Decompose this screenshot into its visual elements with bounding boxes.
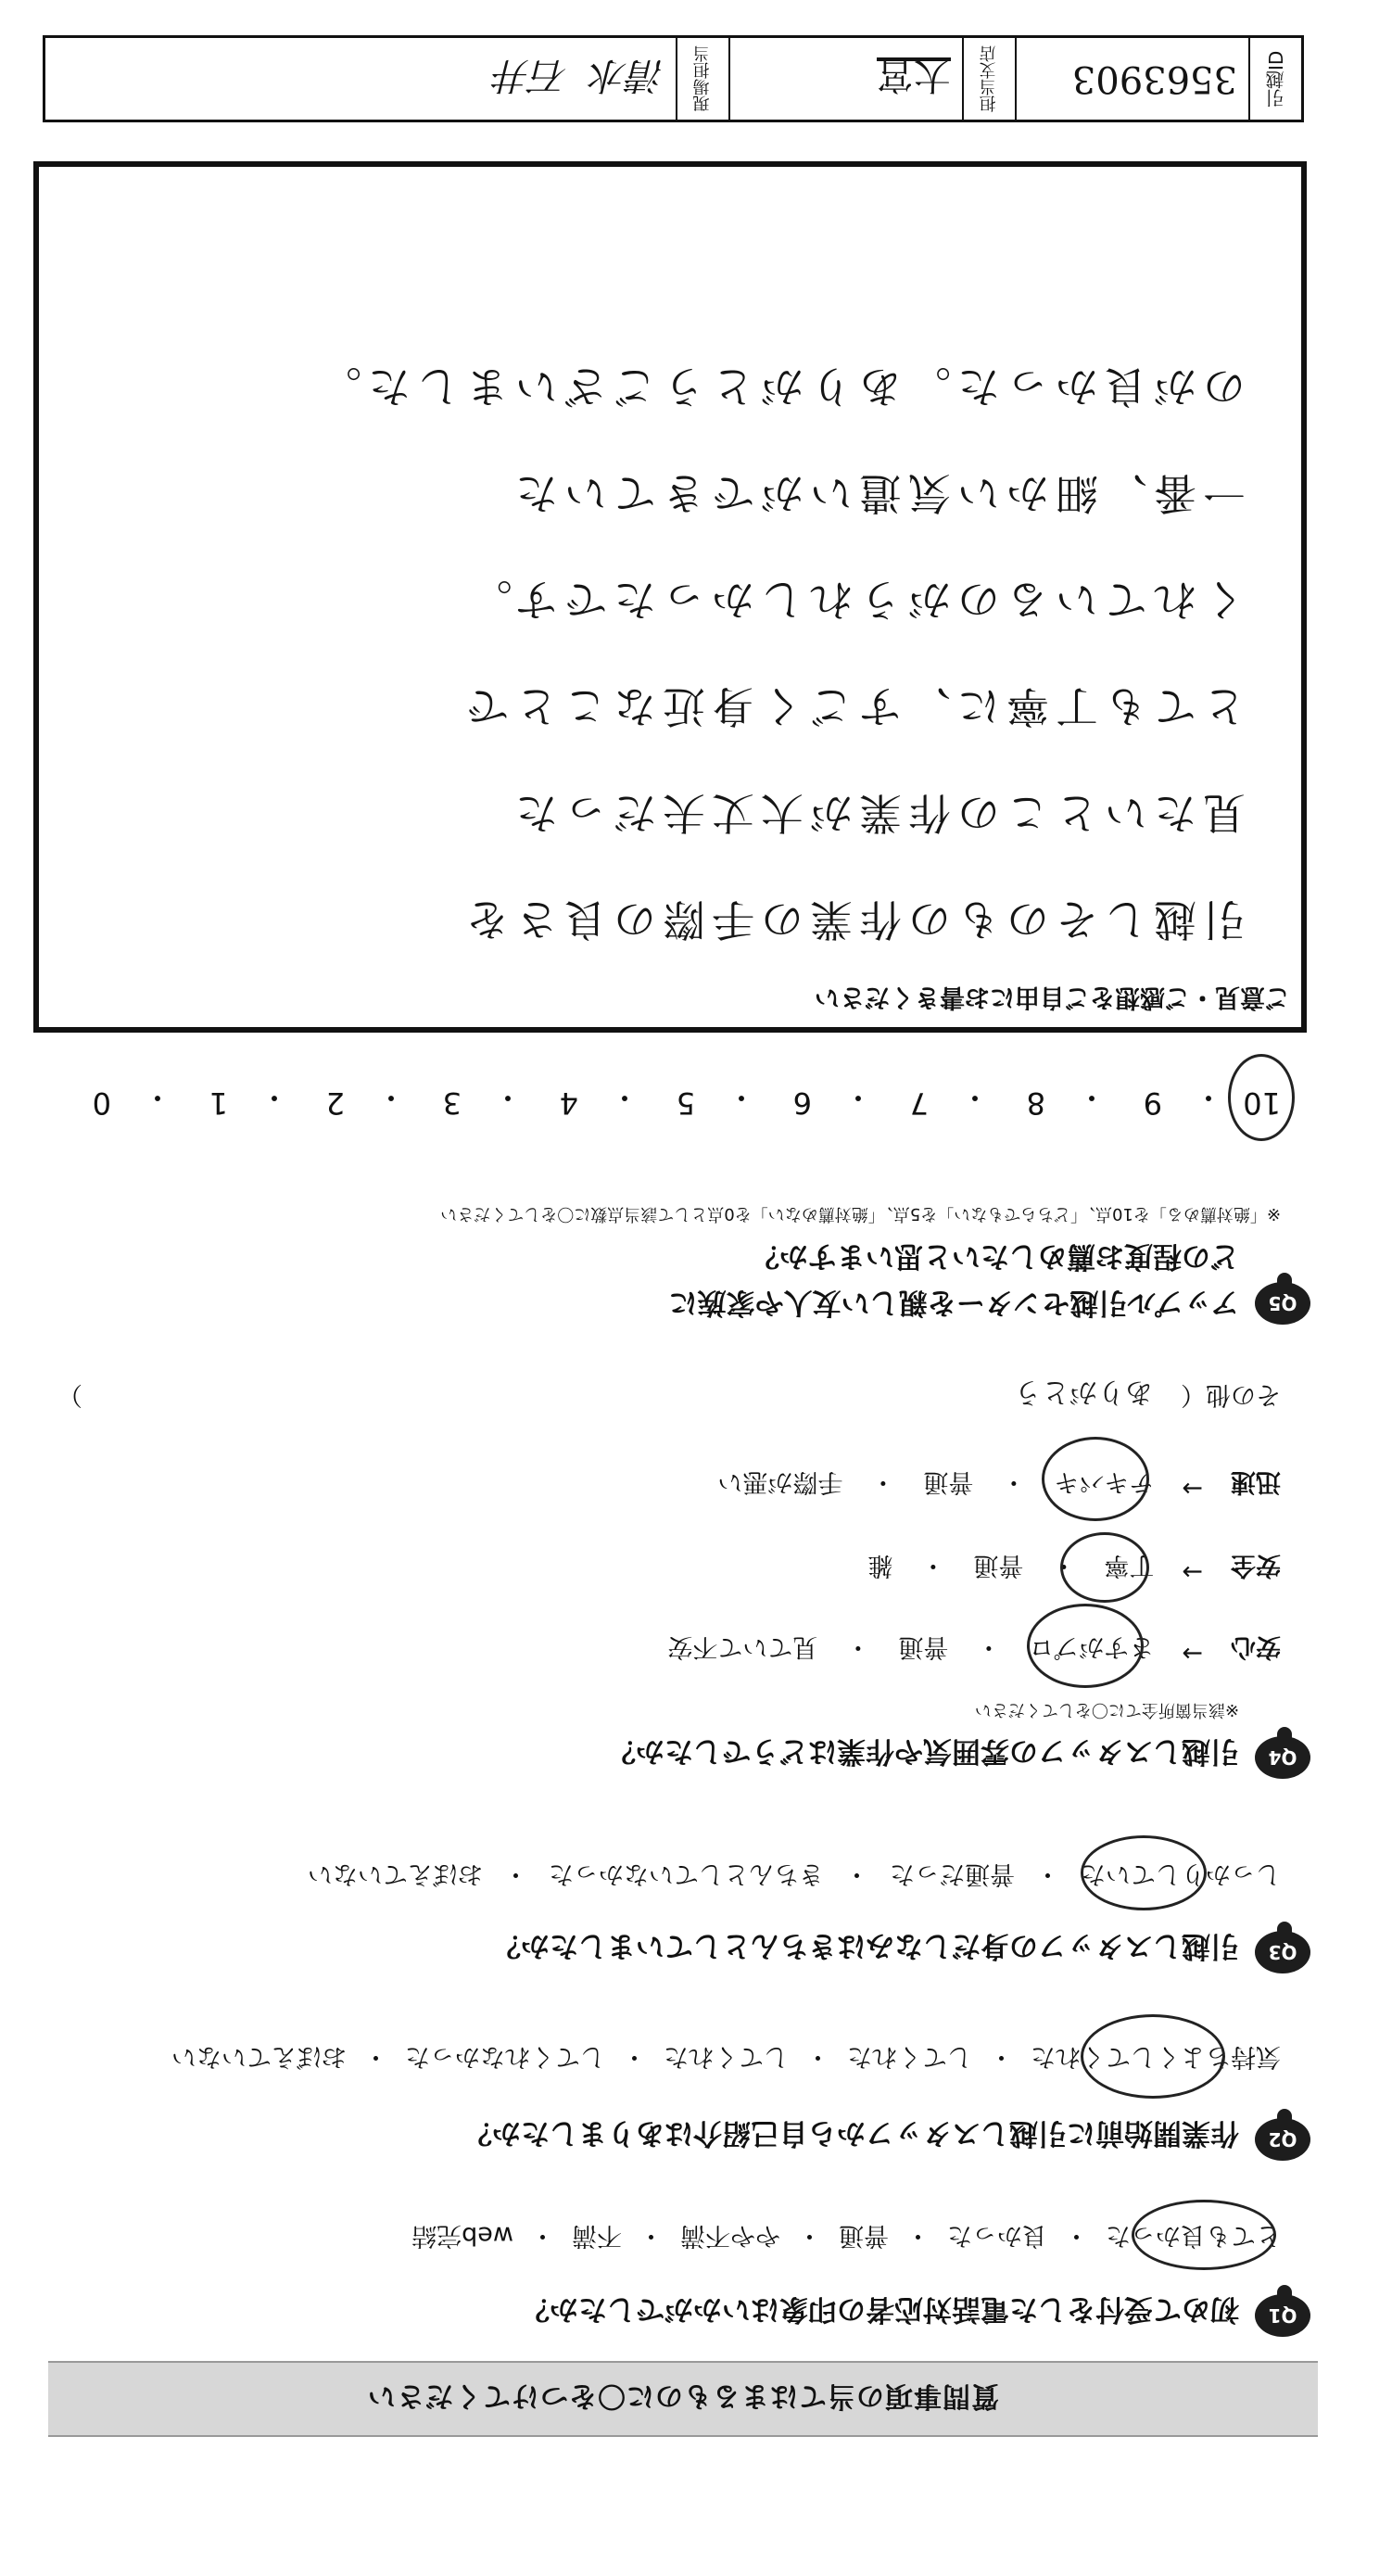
q1-option[interactable]: 普通 bbox=[839, 2221, 889, 2250]
q3-options: しっかりしていた ・ 普通だった ・ きちんとしていなかった ・ おぼえていない bbox=[57, 1859, 1281, 1895]
q2-option[interactable]: おぼえていない bbox=[171, 2042, 347, 2071]
q5-selection-circle bbox=[1228, 1054, 1295, 1141]
q4-option[interactable]: さすがプロ bbox=[1029, 1632, 1155, 1661]
signature-1: 清水 bbox=[590, 54, 664, 97]
comment-label: ご意見・ご感想をご自由にお書きください bbox=[815, 983, 1290, 1011]
id-table bbox=[43, 35, 1304, 122]
q4-other-handwriting[interactable]: ありがとう bbox=[1014, 1376, 1153, 1408]
arrow-icon: → bbox=[1182, 1557, 1203, 1586]
q1-selection-circle bbox=[1132, 2200, 1276, 2270]
id-value-cell bbox=[1015, 38, 1248, 120]
scale-point[interactable]: 10 bbox=[1243, 1085, 1281, 1121]
branch-label: 担当支店 bbox=[979, 45, 999, 112]
q5-scale: 10 9 8 7 6 5 4 3 2 1 0 ・ ・ ・ ・ ・ ・ ・ ・ ・ ・ bbox=[92, 1080, 1281, 1121]
q3-option[interactable]: きちんとしていなかった bbox=[549, 1859, 824, 1888]
comment-line: とても丁寧に、すごく身近なことで bbox=[460, 681, 1246, 731]
instruction-text: 質問事項の当てはまるものに〇をつけてください bbox=[367, 2379, 999, 2412]
q4-row-anzen: 安全 → 丁寧 ・ 普通 ・ 雑 bbox=[867, 1551, 1281, 1586]
q2-badge: Q2 bbox=[1255, 2118, 1310, 2161]
q4-option[interactable]: 普通 bbox=[923, 1467, 974, 1496]
q3-option[interactable]: 普通だった bbox=[890, 1859, 1015, 1888]
q4-option[interactable]: 丁寧 bbox=[1104, 1551, 1155, 1580]
id-value: 3563903 bbox=[1071, 57, 1237, 100]
comment-line: 引越しそのもの作業の手際の良さを bbox=[460, 895, 1246, 945]
q4-anzen-circle bbox=[1060, 1532, 1149, 1603]
team-label-cell bbox=[676, 38, 728, 120]
scale-point[interactable]: 9 bbox=[1143, 1085, 1162, 1121]
scale-point[interactable]: 3 bbox=[442, 1085, 462, 1121]
branch-value-cell bbox=[728, 38, 962, 120]
q2-option[interactable]: してくれた bbox=[664, 2042, 789, 2071]
q4-option[interactable]: 手際が悪い bbox=[717, 1467, 843, 1496]
q1-options: とても良かった ・ 良かった ・ 普通 ・ やや不満 ・ 不満 ・ web完結 bbox=[57, 2220, 1281, 2256]
q5-note: ※「絶対薦める」を10点、「どちらでもない」を5点、「絶対薦めない」を0点として該当点数に〇をしてください bbox=[440, 1204, 1281, 1224]
q1-question: 初めて受付をした電話対応者の印象はいかがでしたか？ bbox=[521, 2292, 1239, 2326]
q2-options: 気持ちよくしてくれた ・ してくれた ・ してくれた ・ してくれなかった ・ おぼえていない bbox=[57, 2041, 1281, 2077]
q2-question: 作業開始前に引越しスタッフから自己紹介はありましたか？ bbox=[463, 2116, 1239, 2150]
q4-other-label: その他（ bbox=[1181, 1380, 1281, 1409]
scale-point[interactable]: 2 bbox=[325, 1085, 345, 1121]
signature-2: 石井 bbox=[494, 54, 568, 97]
q4-row-label: 迅速 bbox=[1231, 1467, 1281, 1496]
comment-box[interactable] bbox=[33, 161, 1307, 1033]
arrow-icon: → bbox=[1182, 1474, 1203, 1503]
q4-other-close: ） bbox=[57, 1380, 82, 1409]
scale-point[interactable]: 6 bbox=[792, 1085, 812, 1121]
q4-row-label: 安全 bbox=[1231, 1551, 1281, 1580]
q4-badge: Q4 bbox=[1255, 1736, 1310, 1779]
id-label-cell bbox=[1248, 38, 1301, 120]
branch-value: 大宮 bbox=[877, 54, 951, 97]
q4-row-anshin: 安心 → さすがプロ ・ 普通 ・ 見ていて不安 bbox=[667, 1632, 1281, 1668]
q3-badge: Q3 bbox=[1255, 1931, 1310, 1973]
q1-option[interactable]: 不満 bbox=[572, 2221, 622, 2250]
q4-anshin-circle bbox=[1027, 1604, 1144, 1688]
scale-point[interactable]: 4 bbox=[559, 1085, 578, 1121]
arrow-icon: → bbox=[1182, 1639, 1203, 1668]
scale-point[interactable]: 0 bbox=[92, 1085, 111, 1121]
q2-option[interactable]: 気持ちよくしてくれた bbox=[1031, 2042, 1281, 2071]
q3-option[interactable]: しっかりしていた bbox=[1081, 1859, 1281, 1888]
comment-line: くれているのがうれしかったです。 bbox=[462, 575, 1246, 625]
q3-question: 引越しスタッフの身だしなみはきちんとしていましたか？ bbox=[492, 1929, 1239, 1962]
comment-line: のが良かった。ありがとうございました。 bbox=[312, 362, 1246, 412]
q4-row-jinsoku: 迅速 → テキパキ ・ 普通 ・ 手際が悪い bbox=[717, 1467, 1281, 1503]
comment-line: 一番、細かい気遣いができていた bbox=[509, 468, 1246, 518]
q4-option[interactable]: テキパキ bbox=[1054, 1467, 1155, 1496]
q4-jinsoku-circle bbox=[1042, 1437, 1149, 1521]
q5-question-line2: どの程度お薦めしたいと思いますか？ bbox=[751, 1239, 1239, 1273]
q2-option[interactable]: してくれた bbox=[847, 2042, 972, 2071]
q5-question-line1: アップル引越センターを親しい友人や家族に bbox=[668, 1286, 1239, 1319]
q1-option[interactable]: とても良かった bbox=[1106, 2221, 1281, 2250]
q4-question: 引越しスタッフの雰囲気や作業はどうでしたか？ bbox=[607, 1734, 1239, 1768]
q4-other-row bbox=[57, 1375, 1281, 1415]
q1-badge: Q1 bbox=[1255, 2294, 1310, 2337]
id-label: 引越ID bbox=[1265, 50, 1287, 108]
q3-option[interactable]: おぼえていない bbox=[308, 1859, 483, 1888]
q5-badge: Q5 bbox=[1255, 1282, 1310, 1325]
q4-row-label: 安心 bbox=[1231, 1632, 1281, 1661]
q1-option[interactable]: 良かった bbox=[947, 2221, 1047, 2250]
instruction-band bbox=[48, 2361, 1318, 2437]
q2-selection-circle bbox=[1081, 2014, 1225, 2099]
signature-cell bbox=[45, 38, 676, 120]
q3-selection-circle bbox=[1081, 1835, 1207, 1910]
q4-option[interactable]: 普通 bbox=[973, 1551, 1024, 1580]
team-label: 現場担当 bbox=[692, 45, 713, 112]
scale-point[interactable]: 5 bbox=[676, 1085, 695, 1121]
q1-option[interactable]: やや不満 bbox=[680, 2221, 780, 2250]
scale-point[interactable]: 7 bbox=[909, 1085, 929, 1121]
q4-option[interactable]: 雑 bbox=[867, 1551, 893, 1580]
comment-line: 見たいとこの作業が大丈夫だった bbox=[509, 788, 1246, 838]
branch-label-cell bbox=[962, 38, 1015, 120]
scale-point[interactable]: 8 bbox=[1026, 1085, 1045, 1121]
q4-note: ※該当箇所全てに〇をしてください bbox=[974, 1700, 1239, 1719]
q4-option[interactable]: 見ていて不安 bbox=[667, 1632, 818, 1661]
q4-option[interactable]: 普通 bbox=[898, 1632, 949, 1661]
q2-option[interactable]: してくれなかった bbox=[405, 2042, 605, 2071]
q1-option[interactable]: web完結 bbox=[411, 2221, 513, 2250]
scale-point[interactable]: 1 bbox=[209, 1085, 228, 1121]
